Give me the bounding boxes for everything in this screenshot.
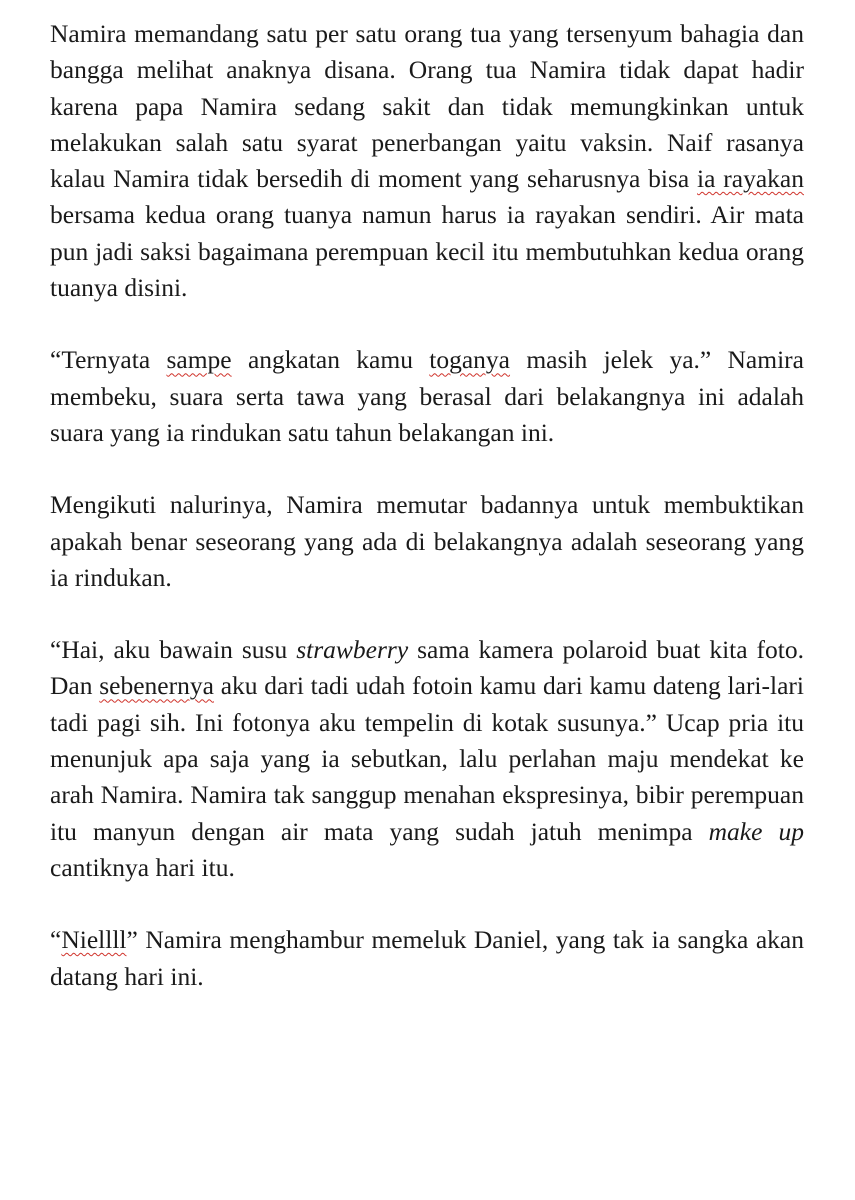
text-segment: “ (50, 925, 62, 955)
paragraph-2 (50, 342, 804, 451)
misspelled-word[interactable]: toganya (429, 345, 511, 375)
misspelled-word[interactable]: sampe (166, 345, 232, 375)
paragraph-4 (50, 632, 804, 886)
text-segment: masih jelek ya.” Namira membeku, suara serta tawa yang berasal dari belakangnya ini adalah suara yang ia rindukan satu tahun belakangan ini. (50, 345, 804, 447)
paragraph-5 (50, 922, 804, 995)
misspelled-word[interactable]: ia rayakan (697, 164, 804, 194)
document-body (50, 16, 804, 1031)
text-segment: angkatan kamu (231, 345, 430, 375)
paragraph-3 (50, 487, 804, 596)
text-segment: Mengikuti nalurinya, Namira memutar badannya untuk membuktikan apakah benar seseorang yang ada di belakangnya adalah seseorang yang ia rindukan. (50, 490, 804, 592)
text-segment: cantiknya hari itu. (50, 852, 235, 882)
text-segment: ” Namira menghambur memeluk Daniel, yang tak ia sangka akan datang hari ini. (50, 925, 804, 991)
paragraph-1 (50, 16, 804, 306)
text-segment: “Hai, aku bawain susu (50, 635, 297, 665)
text-segment: “Ternyata (50, 345, 167, 375)
text-segment: Namira memandang satu per satu orang tua yang tersenyum bahagia dan bangga melihat anaknya disana. Orang tua Namira tidak dapat hadir karena papa Namira sedang sakit dan tidak memungkinkan untuk melakukan salah satu syarat penerbangan yaitu vaksin. Naif rasanya kalau Namira tidak bersedih di moment yang seharusnya bisa (50, 19, 804, 194)
misspelled-word[interactable]: sebenernya (99, 671, 214, 701)
italic-term: strawberry (296, 635, 409, 665)
text-segment: sama kamera polaroid buat kita foto. Dan (50, 635, 804, 701)
italic-term: make up (708, 816, 804, 846)
text-segment: aku dari tadi udah fotoin kamu dari kamu dateng lari-lari tadi pagi sih. Ini fotonya aku tempelin di kotak susunya.” Ucap pria itu menunjuk apa saja yang ia sebutkan, lalu perlahan maju mendekat ke arah Namira. Namira tak sanggup menahan ekspresinya, bibir perempuan itu manyun dengan air mata yang sudah jatuh menimpa (50, 671, 804, 846)
misspelled-word[interactable]: Niellll (61, 925, 127, 955)
text-segment: bersama kedua orang tuanya namun harus ia rayakan sendiri. Air mata pun jadi saksi bagaimana perempuan kecil itu membutuhkan kedua orang tuanya disini. (50, 200, 804, 303)
